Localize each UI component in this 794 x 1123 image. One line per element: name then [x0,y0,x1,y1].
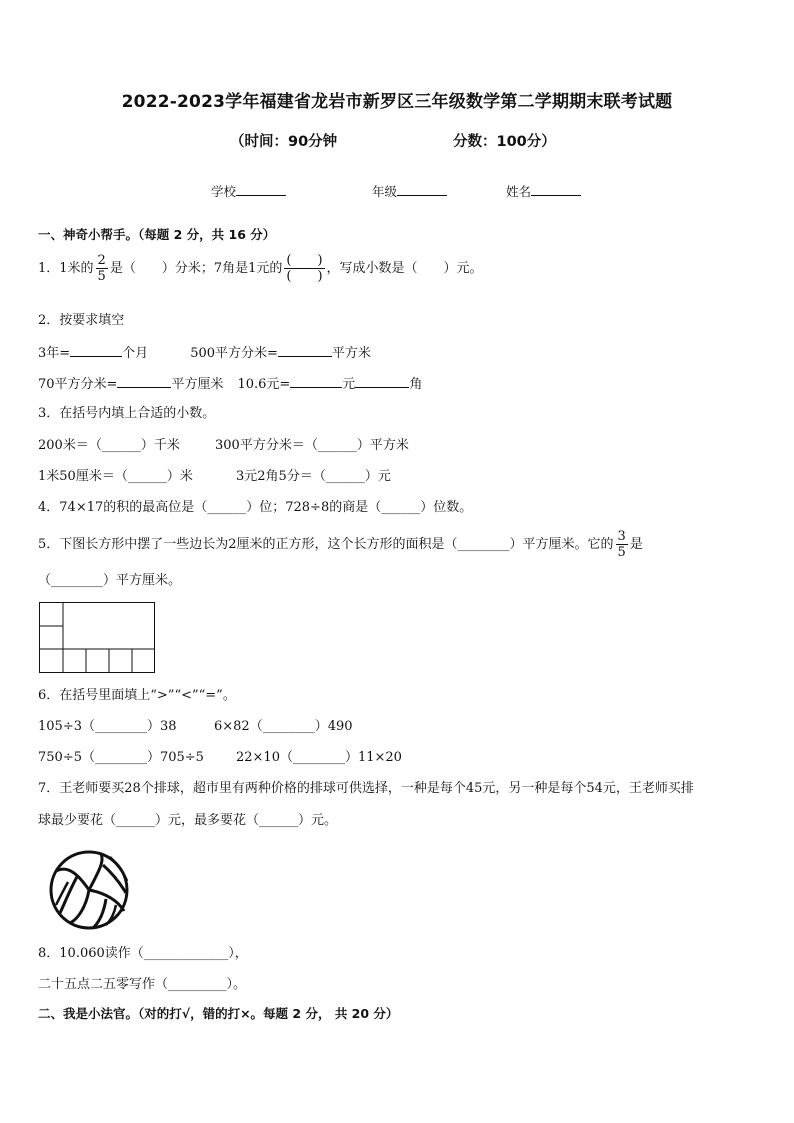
question-6-line-2a[interactable]: 750÷5（________）705÷5 [38,750,204,765]
q1-fraction-blank[interactable] [284,253,324,284]
question-1 [38,252,483,286]
q2-l1-d: 平方米 [331,346,371,361]
school-blank[interactable] [236,182,286,196]
question-2-title: 2．按要求填空 [38,313,125,328]
rectangle-squares-figure [39,602,156,674]
q1-frac-num: 2 [97,253,106,268]
question-2-line-2 [38,375,422,393]
question-4[interactable]: 4．74×17的积的最高位是（______）位；728÷8的商是（______）位数。 [38,500,473,515]
q5-frac-num: 3 [617,529,626,544]
q5-frac-den: 5 [617,545,626,560]
q2-l2-c: 10.6元= [237,377,291,392]
q2-blank-5[interactable] [355,375,409,388]
school-label: 学校 [211,184,237,199]
question-3-line-2a[interactable]: 1米50厘米＝（______）米 [38,469,193,484]
q1-text-c: ，写成小数是（ ）元。 [326,261,483,276]
q2-blank-4[interactable] [290,375,342,388]
q5-text-b: 是 [629,537,643,552]
question-5-line-2[interactable]: （________）平方厘米。 [38,573,182,588]
q5-fraction-3-5 [616,529,628,560]
q1-frac2-den[interactable]: ( ) [286,269,323,284]
exam-time: （时间：90分钟 [230,134,338,150]
name-field[interactable] [506,182,581,200]
question-7-line-1: 7．王老师要买28个排球，超市里有两种价格的排球可供选择，一种是每个45元，另一种是每个54元，王老师买排 [38,781,694,796]
page-title: 2022-2023学年福建省龙岩市新罗区三年级数学第二学期期末联考试题 [121,92,673,112]
question-3-line-1b[interactable]: 300平方分米＝（______）平方米 [215,438,409,453]
q1-frac-den: 5 [97,269,106,284]
question-8-line-2[interactable]: 二十五点二五零写作（_________）。 [38,977,247,992]
grade-label: 年级 [372,184,398,199]
q1-frac2-num[interactable]: ( ) [286,253,323,268]
q1-text-a: 1．1米的 [38,261,94,276]
q2-l2-e: 角 [409,377,423,392]
question-6-line-1b[interactable]: 6×82（________）490 [214,719,353,734]
q2-l2-a: 70平方分米= [38,377,118,392]
exam-score: 分数：100分） [453,134,556,150]
q2-blank-3[interactable] [117,375,171,388]
question-3-line-2b[interactable]: 3元2角5分＝（______）元 [236,469,391,484]
question-7-line-2[interactable]: 球最少要花（______）元，最多要花（______）元。 [38,813,338,828]
section2-heading: 二、我是小法官。（对的打√，错的打×。每题 2 分， 共 20 分） [38,1006,399,1021]
q2-l2-d: 元 [342,377,356,392]
question-2-line-1 [38,344,371,362]
q1-text-b: 是（ ）分米；7角是1元的 [109,261,283,276]
q1-fraction-2-5 [96,253,108,284]
name-label: 姓名 [506,184,532,199]
question-6-line-2b[interactable]: 22×10（________）11×20 [236,750,402,765]
question-6-title: 6．在括号里面填上“>”“<”“=”。 [38,688,236,703]
volleyball-icon [48,849,130,931]
question-3-line-1a[interactable]: 200米＝（______）千米 [38,438,180,453]
grade-field[interactable] [372,182,447,200]
q5-text-a: 5．下图长方形中摆了一些边长为2厘米的正方形，这个长方形的面积是（________）平方厘米。它的 [38,537,614,552]
grade-blank[interactable] [397,182,447,196]
q2-l1-a: 3年= [38,346,71,361]
q2-blank-2[interactable] [278,344,332,357]
question-8-line-1[interactable]: 8．10.060读作（_____________）， [38,946,248,961]
school-field[interactable] [211,182,286,200]
question-3-title: 3．在括号内填上合适的小数。 [38,406,216,421]
q2-l1-c: 500平方分米= [190,346,278,361]
outer-rectangle [40,603,155,673]
q2-l1-b: 个月 [122,346,149,361]
q2-blank-1[interactable] [70,344,122,357]
question-5-line-1[interactable] [38,528,643,562]
question-6-line-1a[interactable]: 105÷3（________）38 [38,719,177,734]
name-blank[interactable] [531,182,581,196]
q2-l2-b: 平方厘米 [171,377,224,392]
section1-heading: 一、神奇小帮手。（每题 2 分，共 16 分） [38,227,276,242]
